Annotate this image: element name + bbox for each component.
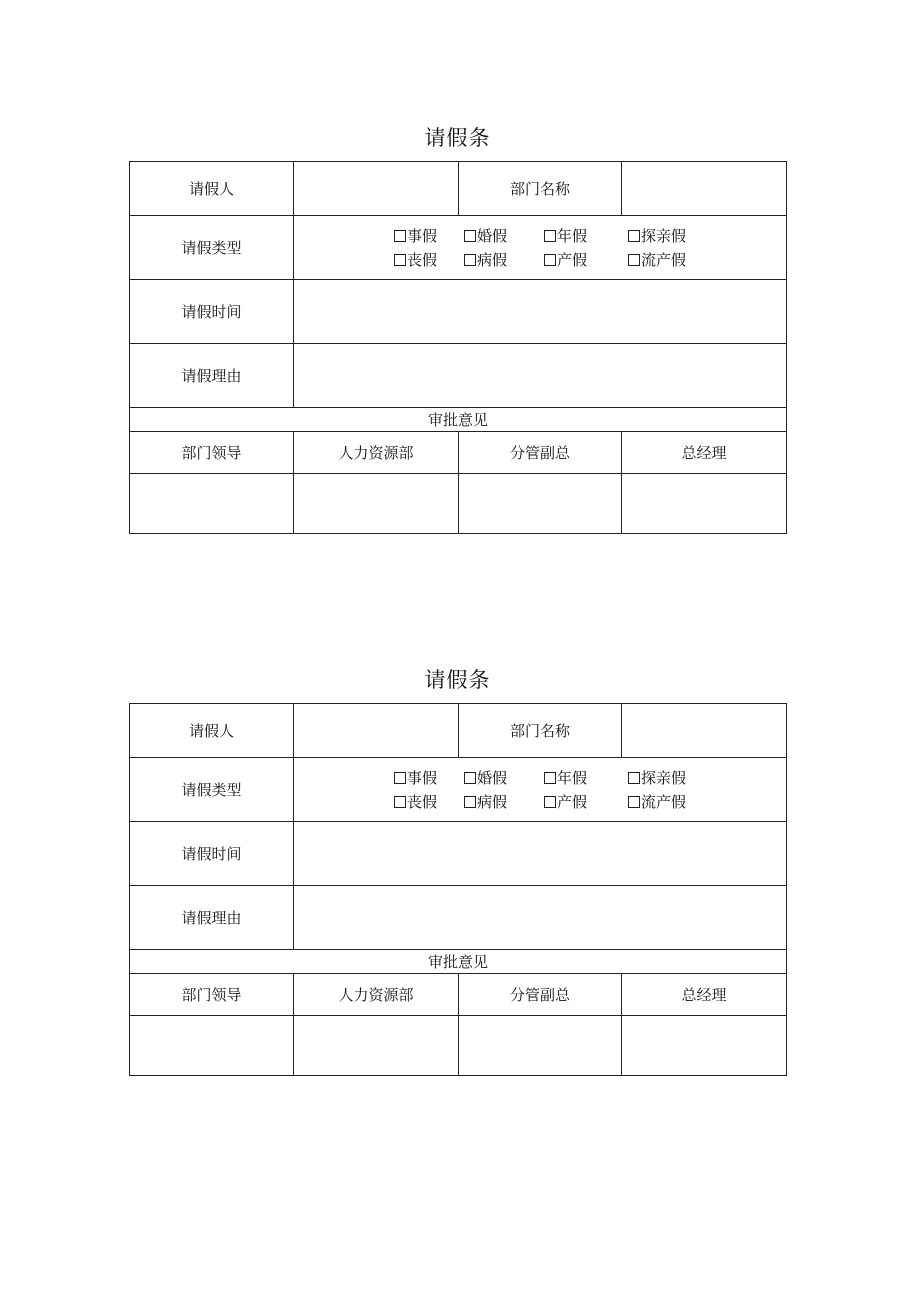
department-field[interactable] (622, 162, 787, 216)
approval-dept-head-field[interactable] (130, 474, 294, 534)
checkbox-icon[interactable] (464, 772, 476, 784)
approver-dept-head-label: 部门领导 (130, 432, 294, 474)
form-title: 请假条 (424, 668, 491, 692)
leave-type-option-annual[interactable]: 年假 (544, 768, 628, 788)
leave-form-table (129, 161, 787, 534)
leave-type-option-marriage[interactable]: 婚假 (464, 768, 544, 788)
applicant-field[interactable] (294, 704, 459, 758)
leave-type-option-family-visit[interactable]: 探亲假 (628, 226, 686, 246)
approval-vp-field[interactable] (459, 474, 622, 534)
leave-type-option-sick[interactable]: 病假 (464, 792, 544, 812)
checkbox-icon[interactable] (394, 230, 406, 242)
applicant-label: 请假人 (130, 704, 294, 758)
approval-gm-field[interactable] (622, 474, 787, 534)
checkbox-icon[interactable] (628, 230, 640, 242)
leave-time-label: 请假时间 (130, 822, 294, 886)
leave-type-option-sick[interactable]: 病假 (464, 250, 544, 270)
checkbox-icon[interactable] (544, 230, 556, 242)
leave-type-options (294, 758, 787, 822)
checkbox-icon[interactable] (464, 254, 476, 266)
leave-time-label: 请假时间 (130, 280, 294, 344)
leave-type-option-family-visit[interactable]: 探亲假 (628, 768, 686, 788)
approver-vp-label: 分管副总 (459, 432, 622, 474)
checkbox-icon[interactable] (628, 796, 640, 808)
leave-type-option-annual[interactable]: 年假 (544, 226, 628, 246)
leave-reason-label: 请假理由 (130, 344, 294, 408)
checkbox-icon[interactable] (544, 796, 556, 808)
approval-vp-field[interactable] (459, 1016, 622, 1076)
checkbox-icon[interactable] (544, 254, 556, 266)
approval-header: 审批意见 (130, 950, 787, 974)
leave-form-2 (129, 668, 786, 1076)
leave-type-option-bereavement[interactable]: 丧假 (394, 792, 464, 812)
leave-type-option-bereavement[interactable]: 丧假 (394, 250, 464, 270)
checkbox-icon[interactable] (628, 254, 640, 266)
leave-reason-field[interactable] (294, 344, 787, 408)
checkbox-icon[interactable] (394, 254, 406, 266)
leave-type-option-miscarriage[interactable]: 流产假 (628, 792, 686, 812)
department-field[interactable] (622, 704, 787, 758)
checkbox-icon[interactable] (464, 230, 476, 242)
leave-type-label: 请假类型 (130, 216, 294, 280)
approver-dept-head-label: 部门领导 (130, 974, 294, 1016)
approver-hr-label: 人力资源部 (294, 432, 459, 474)
approval-dept-head-field[interactable] (130, 1016, 294, 1076)
approver-gm-label: 总经理 (622, 974, 787, 1016)
leave-form-table (129, 703, 787, 1076)
checkbox-icon[interactable] (628, 772, 640, 784)
approval-hr-field[interactable] (294, 1016, 459, 1076)
approval-hr-field[interactable] (294, 474, 459, 534)
leave-reason-label: 请假理由 (130, 886, 294, 950)
leave-form-1 (129, 126, 786, 534)
leave-type-option-personal[interactable]: 事假 (394, 768, 464, 788)
leave-type-options (294, 216, 787, 280)
approver-hr-label: 人力资源部 (294, 974, 459, 1016)
department-label: 部门名称 (459, 162, 622, 216)
department-label: 部门名称 (459, 704, 622, 758)
checkbox-icon[interactable] (464, 796, 476, 808)
leave-type-option-maternity[interactable]: 产假 (544, 792, 628, 812)
applicant-label: 请假人 (130, 162, 294, 216)
leave-type-option-marriage[interactable]: 婚假 (464, 226, 544, 246)
leave-time-field[interactable] (294, 280, 787, 344)
approval-gm-field[interactable] (622, 1016, 787, 1076)
checkbox-icon[interactable] (394, 796, 406, 808)
form-title: 请假条 (424, 126, 491, 150)
leave-type-option-miscarriage[interactable]: 流产假 (628, 250, 686, 270)
leave-type-label: 请假类型 (130, 758, 294, 822)
checkbox-icon[interactable] (544, 772, 556, 784)
approver-gm-label: 总经理 (622, 432, 787, 474)
approver-vp-label: 分管副总 (459, 974, 622, 1016)
applicant-field[interactable] (294, 162, 459, 216)
leave-reason-field[interactable] (294, 886, 787, 950)
leave-type-option-maternity[interactable]: 产假 (544, 250, 628, 270)
leave-time-field[interactable] (294, 822, 787, 886)
approval-header: 审批意见 (130, 408, 787, 432)
leave-type-option-personal[interactable]: 事假 (394, 226, 464, 246)
checkbox-icon[interactable] (394, 772, 406, 784)
